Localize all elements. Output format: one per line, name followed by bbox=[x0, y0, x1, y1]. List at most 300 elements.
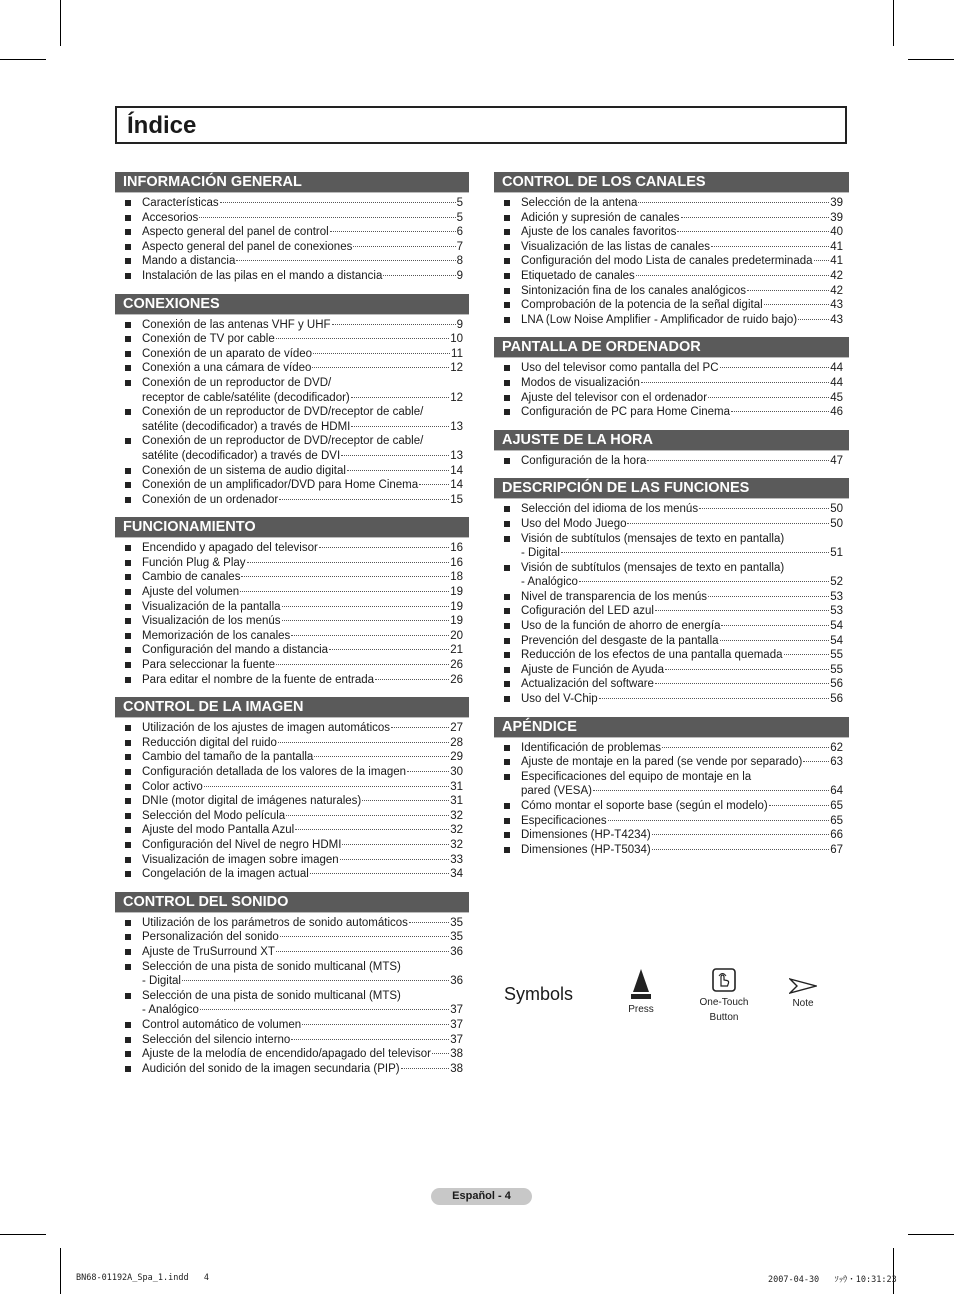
toc-entry-row bbox=[142, 945, 463, 960]
square-bullet-icon bbox=[125, 1022, 131, 1028]
dot-leader bbox=[655, 683, 829, 684]
toc-entry-text: Mando a distancia bbox=[142, 255, 236, 268]
toc-entry-text: Sintonización fina de los canales analógicos bbox=[521, 284, 747, 297]
toc-entry[interactable] bbox=[494, 269, 849, 284]
toc-page-number: 11 bbox=[451, 347, 463, 360]
toc-entry[interactable] bbox=[494, 619, 849, 634]
toc-entry[interactable] bbox=[115, 478, 469, 493]
toc-entry-row bbox=[142, 658, 463, 673]
square-bullet-icon bbox=[125, 497, 131, 503]
square-bullet-icon bbox=[125, 380, 131, 386]
toc-entry[interactable] bbox=[115, 780, 469, 795]
toc-entry[interactable] bbox=[115, 750, 469, 765]
toc-page-number: 28 bbox=[450, 736, 463, 749]
square-bullet-icon bbox=[125, 365, 131, 371]
dot-leader bbox=[280, 936, 449, 937]
toc-entry-row bbox=[521, 677, 843, 692]
toc-entry[interactable] bbox=[115, 614, 469, 629]
press-symbol bbox=[616, 968, 666, 1015]
toc-entry-text: Uso de la función de ahorro de energía bbox=[521, 620, 721, 633]
toc-entry[interactable] bbox=[115, 347, 469, 362]
print-slug-file: BN68-01192A_Spa_1.indd 4 bbox=[76, 1273, 210, 1283]
square-bullet-icon bbox=[504, 365, 510, 371]
square-bullet-icon bbox=[125, 827, 131, 833]
toc-entry-text: Cofiguración del LED azul bbox=[521, 605, 654, 618]
toc-entry-text: Aspecto general del panel de conexiones bbox=[142, 240, 353, 253]
toc-entry[interactable] bbox=[494, 843, 849, 858]
toc-page-number: 44 bbox=[830, 376, 843, 389]
toc-entry[interactable] bbox=[115, 196, 469, 211]
toc-entry[interactable] bbox=[494, 196, 849, 211]
toc-entry[interactable] bbox=[115, 823, 469, 838]
toc-entry[interactable] bbox=[494, 663, 849, 678]
toc-page-number: 33 bbox=[450, 853, 463, 866]
toc-page-number: 39 bbox=[830, 197, 843, 209]
square-bullet-icon bbox=[125, 949, 131, 955]
toc-entry-row bbox=[521, 361, 843, 376]
toc-entry-text: Identificación de problemas bbox=[521, 741, 661, 754]
dot-leader bbox=[407, 771, 449, 772]
toc-entry[interactable] bbox=[115, 464, 469, 479]
toc-page-number: 42 bbox=[830, 269, 843, 282]
toc-entry-text: Selección del Modo película bbox=[142, 809, 286, 822]
toc-page-number: 30 bbox=[450, 766, 463, 778]
toc-entry-text: Etiquetado de canales bbox=[521, 269, 635, 282]
square-bullet-icon bbox=[504, 506, 510, 512]
toc-entry-row bbox=[521, 648, 843, 663]
toc-page-number: 32 bbox=[450, 809, 463, 822]
toc-page-number: 37 bbox=[450, 1004, 463, 1017]
toc-page-number: 45 bbox=[830, 391, 843, 404]
toc-entry[interactable] bbox=[115, 376, 469, 405]
toc-entry[interactable] bbox=[115, 658, 469, 673]
section bbox=[494, 717, 849, 858]
square-bullet-icon bbox=[504, 565, 510, 571]
toc-entry-text: Conexión de TV por cable bbox=[142, 333, 275, 346]
section bbox=[115, 697, 469, 882]
toc-entry[interactable] bbox=[115, 269, 469, 284]
dot-leader bbox=[383, 275, 455, 276]
dot-leader bbox=[708, 397, 829, 398]
toc-page-number: 38 bbox=[450, 1062, 463, 1075]
toc-entry-row bbox=[142, 225, 463, 240]
toc-entry[interactable] bbox=[494, 254, 849, 269]
toc-entry-text: Aspecto general del panel de control bbox=[142, 226, 329, 239]
toc-entry[interactable] bbox=[115, 556, 469, 571]
toc-entry-row bbox=[521, 313, 843, 328]
toc-entry[interactable] bbox=[115, 225, 469, 240]
section bbox=[494, 478, 849, 706]
square-bullet-icon bbox=[125, 920, 131, 926]
section-heading: CONTROL DEL SONIDO bbox=[115, 892, 469, 913]
toc-entry-row bbox=[142, 347, 463, 362]
toc-entry[interactable] bbox=[494, 376, 849, 391]
square-bullet-icon bbox=[125, 618, 131, 624]
toc-entry-row bbox=[142, 614, 463, 629]
dot-leader bbox=[351, 426, 449, 427]
toc-page-number: 50 bbox=[830, 517, 843, 530]
dot-leader bbox=[313, 353, 450, 354]
toc-entry[interactable] bbox=[494, 313, 849, 328]
dot-leader bbox=[329, 649, 449, 650]
toc-entry-row bbox=[142, 464, 463, 479]
square-bullet-icon bbox=[504, 847, 510, 853]
toc-entry[interactable] bbox=[115, 405, 469, 434]
toc-page-number: 64 bbox=[830, 785, 843, 798]
crop-mark bbox=[0, 59, 46, 60]
toc-page-number: 35 bbox=[450, 916, 463, 929]
square-bullet-icon bbox=[125, 964, 131, 970]
square-bullet-icon bbox=[504, 803, 510, 809]
square-bullet-icon bbox=[504, 458, 510, 464]
toc-entry-text: Configuración del modo Lista de canales predeterminada bbox=[521, 255, 813, 268]
toc-list bbox=[115, 721, 469, 882]
dot-leader bbox=[764, 304, 830, 305]
toc-entry[interactable] bbox=[115, 721, 469, 736]
dot-leader bbox=[747, 290, 829, 291]
toc-entry[interactable] bbox=[115, 989, 469, 1018]
square-bullet-icon bbox=[125, 740, 131, 746]
toc-entry[interactable] bbox=[494, 604, 849, 619]
square-bullet-icon bbox=[125, 647, 131, 653]
toc-page-number: 66 bbox=[830, 829, 843, 842]
toc-entry[interactable] bbox=[115, 867, 469, 882]
toc-entry-text: Ajuste del modo Pantalla Azul bbox=[142, 824, 295, 837]
dot-leader bbox=[310, 873, 449, 874]
square-bullet-icon bbox=[125, 784, 131, 790]
toc-entry[interactable] bbox=[115, 853, 469, 868]
toc-entry[interactable] bbox=[494, 405, 849, 420]
toc-page-number: 16 bbox=[450, 556, 463, 569]
square-bullet-icon bbox=[504, 395, 510, 401]
dot-leader bbox=[579, 581, 829, 582]
square-bullet-icon bbox=[125, 200, 131, 206]
dot-leader bbox=[627, 523, 829, 524]
toc-entry-row bbox=[142, 541, 463, 556]
square-bullet-icon bbox=[504, 409, 510, 415]
toc-entry-row bbox=[521, 211, 843, 226]
dot-leader bbox=[295, 829, 449, 830]
dot-leader bbox=[286, 815, 449, 816]
toc-entry-row bbox=[521, 692, 843, 707]
dot-leader bbox=[677, 231, 829, 232]
toc-entry[interactable] bbox=[494, 755, 849, 770]
toc-entry[interactable] bbox=[115, 570, 469, 585]
toc-page-number: 19 bbox=[450, 586, 463, 599]
dot-leader bbox=[731, 411, 829, 412]
one-touch-label: One-Touch bbox=[699, 997, 749, 1008]
square-bullet-icon bbox=[125, 871, 131, 877]
page-title: Índice bbox=[127, 112, 197, 139]
square-bullet-icon bbox=[125, 1037, 131, 1043]
toc-entry-text: Para editar el nombre de la fuente de entrada bbox=[142, 673, 375, 686]
toc-page-number: 46 bbox=[830, 406, 843, 419]
toc-entry-row bbox=[142, 449, 463, 464]
square-bullet-icon bbox=[125, 677, 131, 683]
square-bullet-icon bbox=[125, 662, 131, 668]
square-bullet-icon bbox=[125, 468, 131, 474]
toc-page-number: 34 bbox=[450, 868, 463, 881]
toc-entry-row bbox=[142, 254, 463, 269]
square-bullet-icon bbox=[125, 560, 131, 566]
dot-leader bbox=[391, 727, 449, 728]
toc-entry-text: Modos de visualización bbox=[521, 376, 640, 389]
dot-leader bbox=[314, 756, 449, 757]
section-heading: AJUSTE DE LA HORA bbox=[494, 430, 849, 451]
toc-entry-row bbox=[142, 478, 463, 493]
dot-leader bbox=[279, 499, 449, 500]
square-bullet-icon bbox=[125, 1051, 131, 1057]
toc-entry[interactable] bbox=[494, 648, 849, 663]
toc-entry[interactable] bbox=[494, 517, 849, 532]
toc-entry-text: pared (VESA) bbox=[521, 785, 592, 798]
crop-mark bbox=[60, 0, 61, 46]
square-bullet-icon bbox=[504, 696, 510, 702]
toc-entry-text: Control automático de volumen bbox=[142, 1018, 302, 1031]
toc-entry-line: Conexión de un reproductor de DVD/ bbox=[142, 376, 332, 389]
toc-entry[interactable] bbox=[115, 434, 469, 463]
toc-page-number: 14 bbox=[450, 464, 463, 477]
toc-entry-row bbox=[521, 741, 843, 756]
toc-list bbox=[115, 916, 469, 1077]
toc-page-number: 7 bbox=[456, 240, 463, 253]
dot-leader bbox=[720, 640, 830, 641]
section-heading: PANTALLA DE ORDENADOR bbox=[494, 337, 849, 358]
square-bullet-icon bbox=[504, 317, 510, 323]
dot-leader bbox=[711, 246, 829, 247]
dot-leader bbox=[599, 698, 829, 699]
section-heading: CONTROL DE LOS CANALES bbox=[494, 172, 849, 193]
dot-leader bbox=[330, 231, 456, 232]
toc-page-number: 27 bbox=[450, 722, 463, 735]
dot-leader bbox=[353, 246, 455, 247]
toc-entry-text: Accesorios bbox=[142, 211, 199, 224]
toc-entry-row bbox=[142, 629, 463, 644]
toc-entry-text: Configuración del mando a distancia bbox=[142, 644, 329, 657]
crop-mark bbox=[0, 1234, 46, 1235]
toc-entry-text: Visualización de las listas de canales bbox=[521, 240, 711, 253]
toc-page-number: 51 bbox=[830, 547, 843, 560]
dot-leader bbox=[641, 382, 829, 383]
dot-leader bbox=[798, 319, 829, 320]
toc-entry-text: Utilización de los parámetros de sonido automáticos bbox=[142, 916, 408, 929]
toc-entry-text: Comprobación de la potencia de la señal digital bbox=[521, 299, 763, 312]
toc-entry-text: Para seleccionar la fuente bbox=[142, 659, 275, 672]
toc-entry[interactable] bbox=[115, 838, 469, 853]
toc-entry[interactable] bbox=[115, 254, 469, 269]
toc-entry-row bbox=[142, 1033, 463, 1048]
toc-entry-row bbox=[142, 1018, 463, 1033]
crop-mark bbox=[893, 0, 894, 46]
crop-mark bbox=[908, 1234, 954, 1235]
dot-leader bbox=[652, 834, 829, 835]
toc-page-number: 47 bbox=[830, 454, 843, 467]
toc-entry[interactable] bbox=[494, 225, 849, 240]
dot-leader bbox=[636, 275, 829, 276]
toc-entry[interactable] bbox=[494, 741, 849, 756]
toc-entry-line: Conexión de un reproductor de DVD/receptor de cable/ bbox=[142, 435, 424, 448]
toc-page-number: 67 bbox=[830, 843, 843, 856]
square-bullet-icon bbox=[125, 725, 131, 731]
square-bullet-icon bbox=[125, 857, 131, 863]
toc-entry-text: Color activo bbox=[142, 780, 203, 793]
dot-leader bbox=[204, 786, 449, 787]
toc-entry[interactable] bbox=[494, 799, 849, 814]
toc-entry[interactable] bbox=[494, 677, 849, 692]
toc-entry-row bbox=[521, 269, 843, 284]
toc-entry[interactable] bbox=[115, 332, 469, 347]
section-heading: APÉNDICE bbox=[494, 717, 849, 738]
dot-leader bbox=[182, 980, 449, 981]
toc-entry-text: Ajuste del volumen bbox=[142, 586, 240, 599]
square-bullet-icon bbox=[504, 229, 510, 235]
toc-entry-text: Ajuste del televisor con el ordenador bbox=[521, 391, 708, 404]
toc-entry-row bbox=[521, 376, 843, 391]
toc-entry[interactable] bbox=[494, 590, 849, 605]
dot-leader bbox=[351, 397, 449, 398]
toc-entry[interactable] bbox=[494, 561, 849, 590]
dot-leader bbox=[236, 260, 455, 261]
toc-entry[interactable] bbox=[115, 794, 469, 809]
toc-entry[interactable] bbox=[115, 318, 469, 333]
toc-list bbox=[115, 318, 469, 508]
toc-entry[interactable] bbox=[494, 284, 849, 299]
toc-entry[interactable] bbox=[115, 629, 469, 644]
toc-page-number: 63 bbox=[830, 756, 843, 769]
toc-page-number: 9 bbox=[456, 318, 463, 331]
toc-entry-line: Visión de subtítulos (mensajes de texto en pantalla) bbox=[521, 532, 785, 545]
dot-leader bbox=[708, 596, 829, 597]
toc-entry[interactable] bbox=[494, 211, 849, 226]
toc-entry[interactable] bbox=[115, 809, 469, 824]
toc-entry-row bbox=[142, 838, 463, 853]
toc-entry[interactable] bbox=[494, 692, 849, 707]
toc-page-number: 44 bbox=[830, 362, 843, 375]
toc-entry[interactable] bbox=[115, 541, 469, 556]
dot-leader bbox=[409, 922, 449, 923]
toc-entry-row bbox=[142, 794, 463, 809]
square-bullet-icon bbox=[125, 244, 131, 250]
toc-entry-row bbox=[142, 211, 463, 226]
square-bullet-icon bbox=[125, 545, 131, 551]
toc-entry[interactable] bbox=[494, 502, 849, 517]
toc-entry-row bbox=[142, 269, 463, 284]
toc-entry[interactable] bbox=[115, 585, 469, 600]
section-heading: FUNCIONAMIENTO bbox=[115, 517, 469, 538]
toc-entry-text: Nivel de transparencia de los menús bbox=[521, 590, 708, 603]
toc-entry-text: Reducción digital del ruido bbox=[142, 736, 277, 749]
toc-entry[interactable] bbox=[115, 736, 469, 751]
toc-entry[interactable] bbox=[115, 600, 469, 615]
crop-mark bbox=[60, 1248, 61, 1294]
section bbox=[115, 892, 469, 1077]
toc-entry-text: satélite (decodificador) a través de HDMI bbox=[142, 420, 351, 433]
dot-leader bbox=[240, 591, 449, 592]
toc-entry-row bbox=[521, 814, 843, 829]
toc-entry[interactable] bbox=[494, 828, 849, 843]
toc-entry[interactable] bbox=[115, 361, 469, 376]
toc-entry[interactable] bbox=[115, 493, 469, 508]
toc-entry[interactable] bbox=[494, 814, 849, 829]
toc-entry[interactable] bbox=[115, 765, 469, 780]
toc-page-number: 40 bbox=[830, 226, 843, 239]
toc-entry[interactable] bbox=[494, 770, 849, 799]
toc-entry-row bbox=[521, 454, 843, 469]
toc-entry-line: Visión de subtítulos (mensajes de texto en pantalla) bbox=[521, 561, 785, 574]
dot-leader bbox=[432, 1053, 449, 1054]
toc-entry[interactable] bbox=[494, 298, 849, 313]
toc-entry-row bbox=[521, 634, 843, 649]
toc-entry[interactable] bbox=[115, 643, 469, 658]
toc-entry-text: Ajuste de TruSurround XT bbox=[142, 945, 275, 958]
square-bullet-icon bbox=[125, 215, 131, 221]
toc-entry[interactable] bbox=[115, 960, 469, 989]
toc-entry[interactable] bbox=[494, 634, 849, 649]
toc-entry[interactable] bbox=[115, 945, 469, 960]
toc-entry-row bbox=[521, 619, 843, 634]
toc-page-number: 10 bbox=[450, 333, 463, 346]
toc-entry[interactable] bbox=[494, 240, 849, 255]
toc-entry-text: Visualización de los menús bbox=[142, 615, 281, 628]
square-bullet-icon bbox=[504, 832, 510, 838]
toc-entry-row bbox=[142, 1047, 463, 1062]
toc-page-number: 32 bbox=[450, 824, 463, 837]
toc-entry[interactable] bbox=[115, 930, 469, 945]
toc-entry-text: Conexión de un amplificador/DVD para Home Cinema bbox=[142, 479, 419, 492]
toc-page-number: 12 bbox=[450, 391, 463, 404]
toc-entry-text: Ajuste de la melodía de encendido/apagado del televisor bbox=[142, 1048, 431, 1061]
toc-entry[interactable] bbox=[494, 454, 849, 469]
toc-entry-row bbox=[142, 493, 463, 508]
toc-entry[interactable] bbox=[115, 1062, 469, 1077]
toc-entry-text: Configuración del Nivel de negro HDMI bbox=[142, 838, 342, 851]
dot-leader bbox=[276, 951, 449, 952]
dot-leader bbox=[784, 654, 830, 655]
toc-entry-line: Especificaciones del equipo de montaje en la bbox=[521, 770, 752, 783]
toc-entry-text: Ajuste de Función de Ayuda bbox=[521, 663, 665, 676]
dot-leader bbox=[814, 260, 830, 261]
toc-entry[interactable] bbox=[115, 673, 469, 688]
toc-entry[interactable] bbox=[494, 391, 849, 406]
toc-entry[interactable] bbox=[115, 1033, 469, 1048]
dot-leader bbox=[647, 460, 829, 461]
print-slug-date: 2007-04-30 ｿｯｳ・10:31:23 bbox=[768, 1275, 897, 1285]
toc-entry[interactable] bbox=[115, 1018, 469, 1033]
dot-leader bbox=[375, 679, 449, 680]
toc-entry-text: DNIe (motor digital de imágenes naturales) bbox=[142, 795, 362, 808]
toc-page-number: 6 bbox=[456, 226, 463, 239]
toc-page-number: 54 bbox=[830, 634, 843, 647]
toc-entry[interactable] bbox=[115, 1047, 469, 1062]
toc-entry-text: Visualización de imagen sobre imagen bbox=[142, 853, 339, 866]
toc-entry[interactable] bbox=[115, 240, 469, 255]
toc-entry-text: Utilización de los ajustes de imagen automáticos bbox=[142, 722, 391, 735]
toc-page-number: 53 bbox=[830, 605, 843, 618]
square-bullet-icon bbox=[504, 200, 510, 206]
toc-page-number: 15 bbox=[450, 493, 463, 506]
toc-entry-text: Conexión de un aparato de vídeo bbox=[142, 347, 313, 360]
toc-entry[interactable] bbox=[115, 211, 469, 226]
toc-entry[interactable] bbox=[115, 916, 469, 931]
square-bullet-icon bbox=[125, 754, 131, 760]
toc-entry-text: LNA (Low Noise Amplifier - Amplificador de ruido bajo) bbox=[521, 313, 798, 326]
toc-entry[interactable] bbox=[494, 532, 849, 561]
toc-entry-text: - Digital bbox=[142, 975, 181, 988]
square-bullet-icon bbox=[125, 438, 131, 444]
toc-entry-row bbox=[142, 809, 463, 824]
toc-entry[interactable] bbox=[494, 361, 849, 376]
dot-leader bbox=[721, 625, 829, 626]
